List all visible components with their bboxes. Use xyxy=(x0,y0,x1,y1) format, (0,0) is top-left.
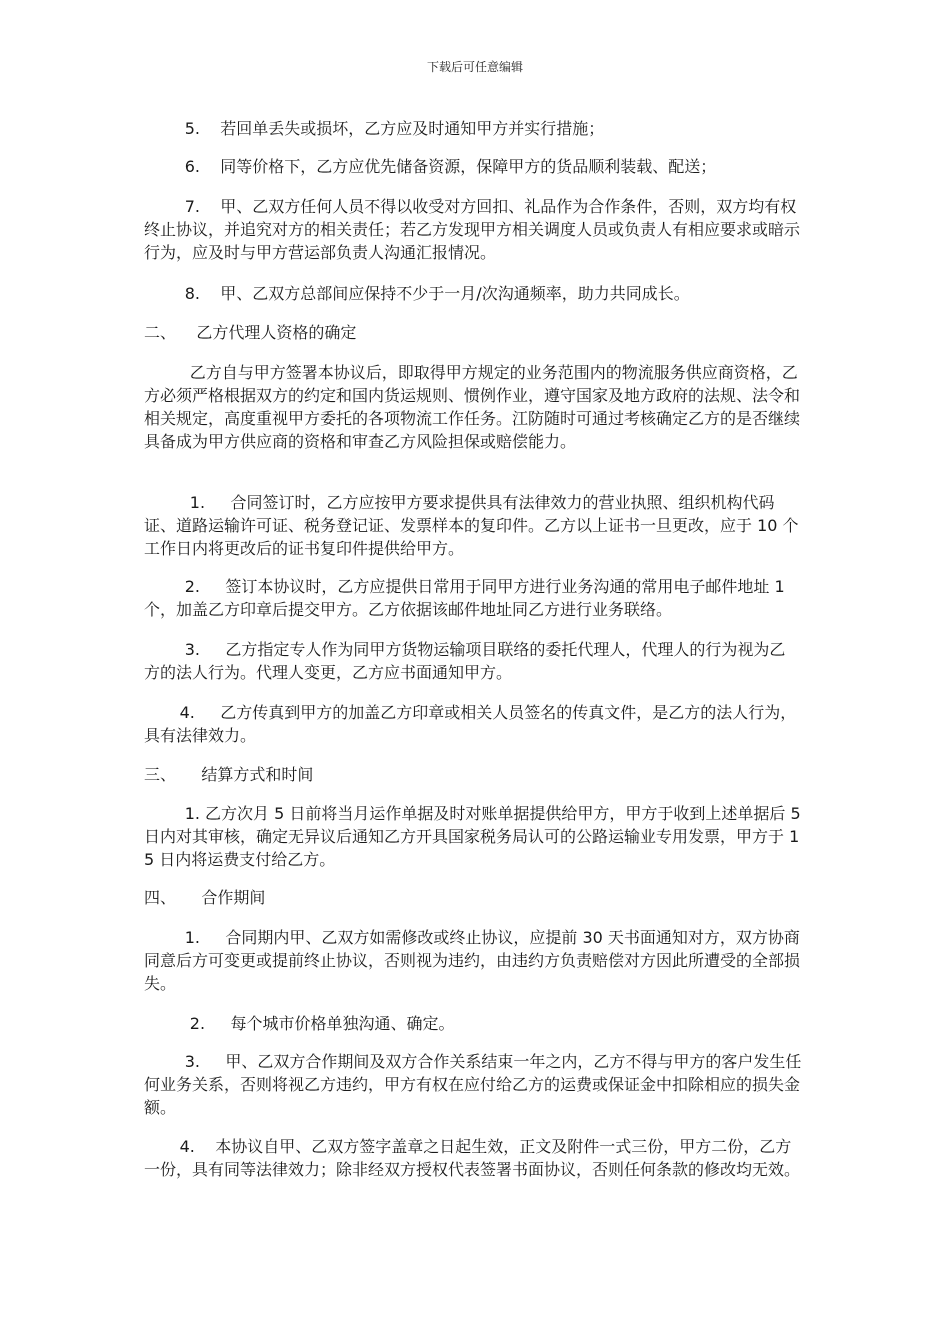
page-header-note: 下载后可任意编辑 xyxy=(426,60,523,74)
section-heading-2: 二、 乙方代理人资格的确定 xyxy=(144,323,357,342)
section-4-item-4: 4. 本协议自甲、乙双方签字盖章之日起生效，正文及附件一式三份，甲方二份，乙方一份，具有同等法律效力；除非经双方授权代表签署书面协议，否则任何条款的修改均无效。 xyxy=(144,1137,801,1179)
section-2-item-1: 1. 合同签订时，乙方应按甲方要求提供具有法律效力的营业执照、组织机构代码证、道路运输许可证、税务登记证、发票样本的复印件。乙方以上证书一旦更改，应于 10 个工作日内将更改后的证书复印件提供给甲方。 xyxy=(144,493,799,558)
section-heading-4: 四、 合作期间 xyxy=(144,888,266,907)
clause-7: 7. 甲、乙双方任何人员不得以收受对方回扣、礼品作为合作条件，否则，双方均有权终止协议，并追究对方的相关责任；若乙方发现甲方相关调度人员或负责人有相应要求或暗示行为，应及时与甲方营运部负责人沟通汇报情况。 xyxy=(144,197,801,262)
section-3-item-1: 1. 乙方次月 5 日前将当月运作单据及时对账单据提供给甲方，甲方于收到上述单据后 5 日内对其审核，确定无异议后通知乙方开具国家税务局认可的公路运输业专用发票，甲方于 15 日内将运费支付给乙方。 xyxy=(144,804,806,869)
section-2-body: 乙方自与甲方签署本协议后，即取得甲方规定的业务范围内的物流服务供应商资格，乙方必须严格根据双方的约定和国内货运规则、惯例作业，遵守国家及地方政府的法规、法令和相关规定，高度重视甲方委托的各项物流工作任务。江防随时可通过考核确定乙方的是否继续具备成为甲方供应商的资格和审查乙方风险担保或赔偿能力。 xyxy=(144,363,801,451)
section-heading-3: 三、 结算方式和时间 xyxy=(144,765,314,784)
section-2-item-2: 2. 签订本协议时，乙方应提供日常用于同甲方进行业务沟通的常用电子邮件地址 1 个，加盖乙方印章后提交甲方。乙方依据该邮件地址同乙方进行业务联络。 xyxy=(144,577,790,619)
section-2-item-3: 3. 乙方指定专人作为同甲方货物运输项目联络的委托代理人，代理人的行为视为乙 方的法人行为。代理人变更，乙方应书面通知甲方。 xyxy=(144,640,806,682)
clause-8: 8. 甲、乙双方总部间应保持不少于一月/次沟通频率，助力共同成长。 xyxy=(144,284,690,303)
clause-5: 5. 若回单丢失或损坏，乙方应及时通知甲方并实行措施； xyxy=(144,119,605,138)
clause-6: 6. 同等价格下，乙方应优先储备资源，保障甲方的货品顺利装载、配送； xyxy=(144,157,717,176)
section-4-item-2: 2. 每个城市价格单独沟通、确定。 xyxy=(144,1014,455,1033)
section-4-item-1: 1. 合同期内甲、乙双方如需修改或终止协议，应提前 30 天书面通知对方，双方协商同意后方可变更或提前终止协议，否则视为违约，由违约方负责赔偿对方因此所遭受的全部损失。 xyxy=(144,928,801,993)
section-2-item-4: 4. 乙方传真到甲方的加盖乙方印章或相关人员签名的传真文件，是乙方的法人行为， 具有法律效力。 xyxy=(144,703,822,745)
section-4-item-3: 3. 甲、乙双方合作期间及双方合作关系结束一年之内，乙方不得与甲方的客户发生任何业务关系，否则将视乙方违约，甲方有权在应付给乙方的运费或保证金中扣除相应的损失金额。 xyxy=(144,1052,802,1117)
